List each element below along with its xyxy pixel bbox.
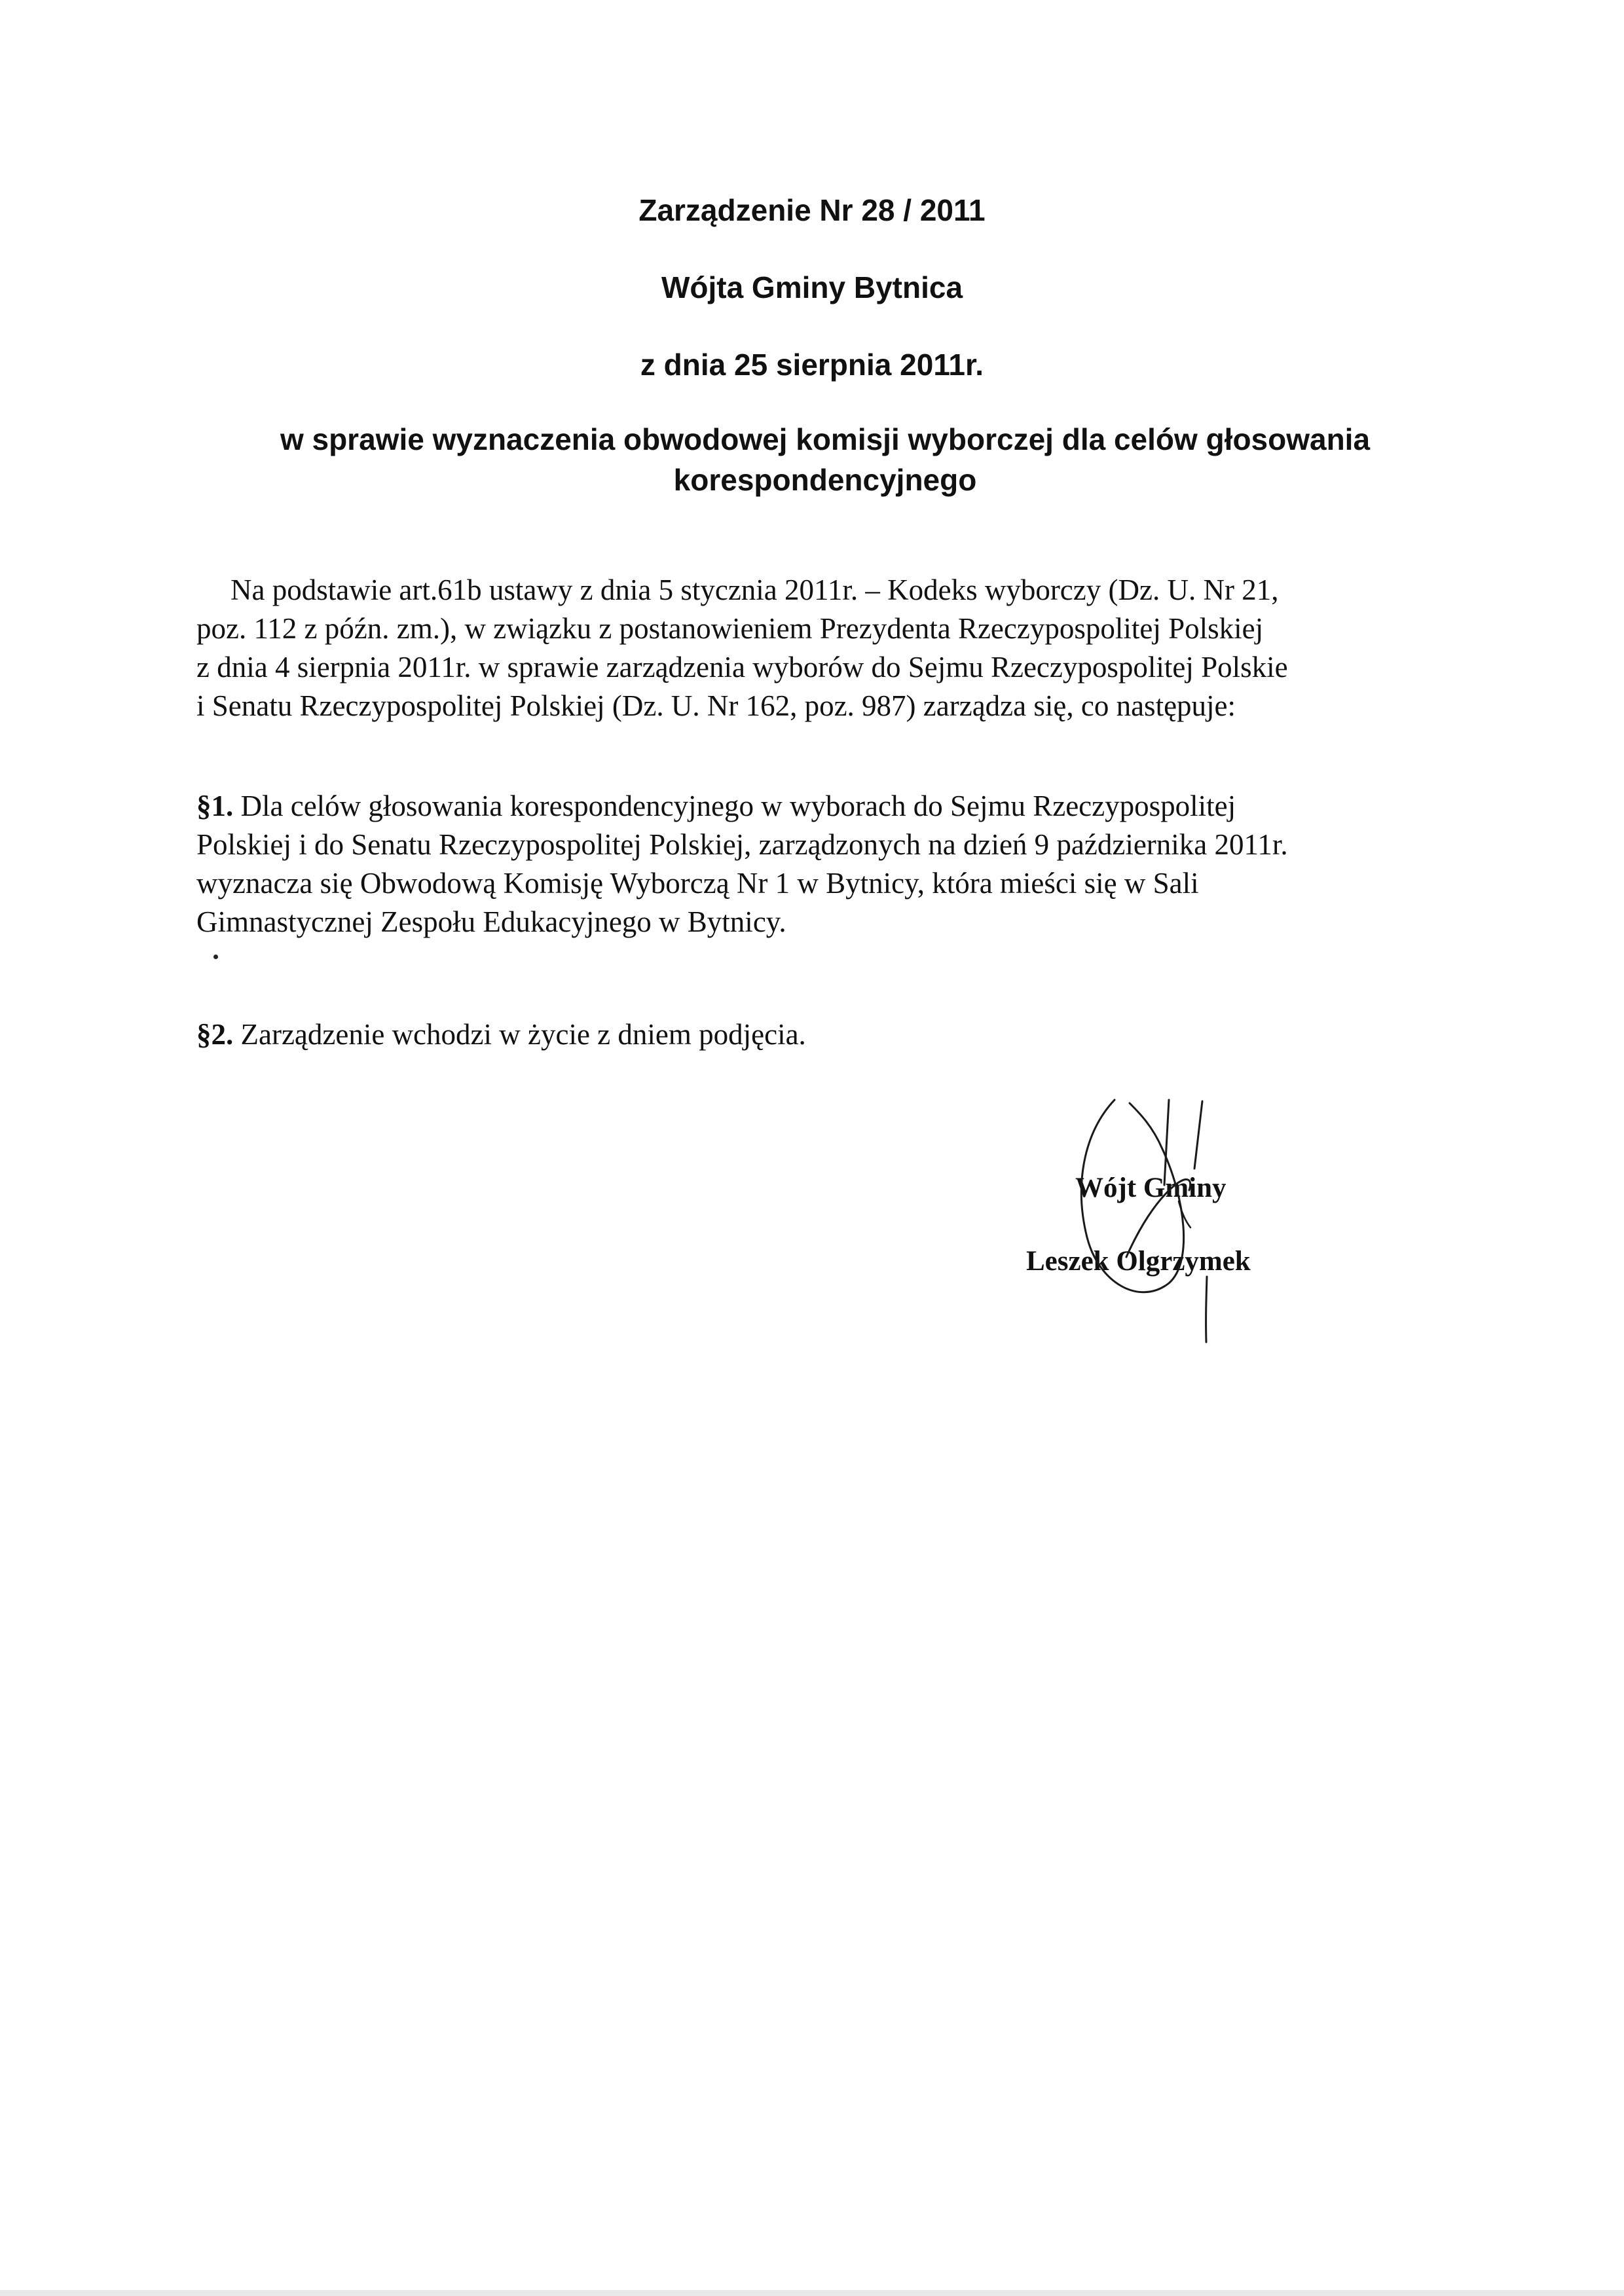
paragraph-1-number: §1.	[196, 790, 234, 822]
stray-dot-mark	[213, 955, 218, 959]
preamble-line: Na podstawie art.61b ustawy z dnia 5 stycznia 2011r. – Kodeks wyborczy (Dz. U. Nr 21,	[231, 574, 1279, 606]
signatory-name: Leszek Olgrzymek	[1026, 1246, 1251, 1277]
paragraph-1-line-text: Dla celów głosowania korespondencyjnego w wyborach do Sejmu Rzeczypospolitej	[240, 790, 1236, 822]
document-title: Zarządzenie Nr 28 / 2011	[638, 193, 986, 227]
paragraph-1-line	[196, 787, 1288, 826]
paragraph-1-line: Polskiej i do Senatu Rzeczypospolitej Polskiej, zarządzonych na dzień 9 października 2011r.	[196, 828, 1288, 861]
paragraph-1-line: Gimnastycznej Zespołu Edukacyjnego w Bytnicy.	[196, 905, 786, 938]
signatory-role: Wójt Gminy	[1075, 1173, 1227, 1203]
document-subject: w sprawie wyznaczenia obwodowej komisji wyborczej dla celów głosowania korespondencyjnego	[280, 422, 1371, 497]
scan-bottom-edge	[0, 2290, 1624, 2296]
handwritten-signature	[1022, 1087, 1270, 1362]
paragraph-1	[196, 787, 1288, 941]
legal-basis-preamble	[196, 571, 1288, 725]
preamble-line: poz. 112 z późn. zm.), w związku z postanowieniem Prezydenta Rzeczypospolitej Polskiej	[196, 612, 1264, 645]
paragraph-1-line: wyznacza się Obwodową Komisję Wyborczą Nr 1 w Bytnicy, która mieści się w Sali	[196, 867, 1199, 900]
issuing-authority: Wójta Gminy Bytnica	[661, 270, 963, 304]
document-date: z dnia 25 sierpnia 2011r.	[640, 348, 984, 382]
paragraph-2	[196, 1015, 806, 1054]
paragraph-2-text: Zarządzenie wchodzi w życie z dniem podjęcia.	[240, 1018, 806, 1051]
paragraph-2-number: §2.	[196, 1018, 234, 1051]
preamble-line: z dnia 4 sierpnia 2011r. w sprawie zarządzenia wyborów do Sejmu Rzeczypospolitej Polskie	[196, 651, 1288, 683]
preamble-line: i Senatu Rzeczypospolitej Polskiej (Dz. U. Nr 162, poz. 987) zarządza się, co następuje:	[196, 689, 1236, 722]
